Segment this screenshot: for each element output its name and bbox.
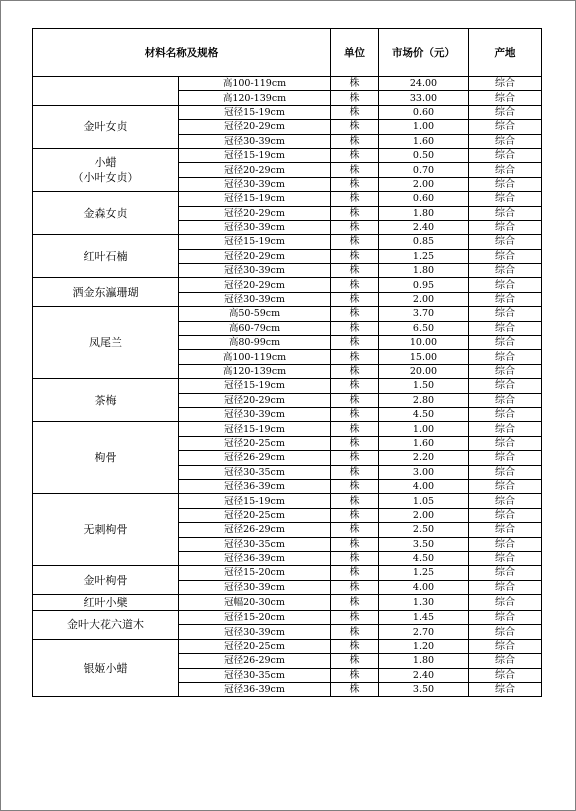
unit-cell: 株: [331, 220, 379, 234]
unit-cell: 株: [331, 523, 379, 537]
price-cell: 3.70: [379, 307, 469, 321]
origin-cell: 综合: [469, 321, 542, 335]
origin-cell: 综合: [469, 625, 542, 639]
price-cell: 0.50: [379, 148, 469, 162]
material-name-cell: 红叶小檗: [33, 595, 179, 611]
origin-cell: 综合: [469, 307, 542, 321]
spec-cell: 冠径15-20cm: [179, 566, 331, 580]
price-cell: 4.00: [379, 580, 469, 594]
spec-cell: 冠径20-29cm: [179, 206, 331, 220]
unit-cell: 株: [331, 494, 379, 508]
price-cell: 1.80: [379, 206, 469, 220]
unit-cell: 株: [331, 192, 379, 206]
unit-cell: 株: [331, 134, 379, 148]
table-header-row: [33, 29, 542, 77]
unit-cell: 株: [331, 407, 379, 421]
material-name-cell: 洒金东瀛珊瑚: [33, 278, 179, 307]
material-name-cell: 凤尾兰: [33, 307, 179, 379]
price-cell: 2.70: [379, 625, 469, 639]
origin-cell: 综合: [469, 566, 542, 580]
unit-cell: 株: [331, 654, 379, 668]
origin-cell: 综合: [469, 611, 542, 625]
origin-cell: 综合: [469, 479, 542, 493]
spec-cell: 冠径15-20cm: [179, 611, 331, 625]
origin-cell: 综合: [469, 134, 542, 148]
spec-cell: 冠径36-39cm: [179, 479, 331, 493]
spec-cell: 冠径30-39cm: [179, 625, 331, 639]
spec-cell: 冠径30-39cm: [179, 220, 331, 234]
origin-cell: 综合: [469, 595, 542, 611]
spec-cell: 冠径30-39cm: [179, 580, 331, 594]
origin-cell: 综合: [469, 537, 542, 551]
spec-cell: 高120-139cm: [179, 91, 331, 105]
origin-cell: 综合: [469, 264, 542, 278]
price-cell: 2.40: [379, 668, 469, 682]
table-row: [33, 105, 542, 119]
material-name-cell: 红叶石楠: [33, 235, 179, 278]
origin-cell: 综合: [469, 105, 542, 119]
unit-cell: 株: [331, 364, 379, 378]
spec-cell: 冠径30-39cm: [179, 177, 331, 191]
origin-cell: 综合: [469, 249, 542, 263]
material-name-cell: 银姬小蜡: [33, 639, 179, 697]
price-cell: 1.25: [379, 566, 469, 580]
origin-cell: 综合: [469, 192, 542, 206]
origin-cell: 综合: [469, 451, 542, 465]
spec-cell: 冠径20-29cm: [179, 249, 331, 263]
spec-cell: 冠径20-29cm: [179, 163, 331, 177]
unit-cell: 株: [331, 307, 379, 321]
spec-cell: 高100-119cm: [179, 350, 331, 364]
price-cell: 2.20: [379, 451, 469, 465]
unit-cell: 株: [331, 551, 379, 565]
unit-cell: 株: [331, 639, 379, 653]
material-name-cell: 金叶大花六道木: [33, 611, 179, 640]
spec-cell: 冠径15-19cm: [179, 192, 331, 206]
price-cell: 1.20: [379, 639, 469, 653]
price-cell: 3.00: [379, 465, 469, 479]
unit-cell: 株: [331, 350, 379, 364]
unit-cell: 株: [331, 465, 379, 479]
price-cell: 24.00: [379, 77, 469, 91]
spec-cell: 冠径36-39cm: [179, 551, 331, 565]
origin-cell: 综合: [469, 523, 542, 537]
price-cell: 1.25: [379, 249, 469, 263]
unit-cell: 株: [331, 436, 379, 450]
price-cell: 15.00: [379, 350, 469, 364]
origin-cell: 综合: [469, 336, 542, 350]
unit-cell: 株: [331, 249, 379, 263]
header-price: 市场价（元）: [379, 29, 469, 77]
unit-cell: 株: [331, 379, 379, 393]
unit-cell: 株: [331, 595, 379, 611]
spec-cell: 高100-119cm: [179, 77, 331, 91]
table-body: [33, 77, 542, 697]
unit-cell: 株: [331, 479, 379, 493]
table-row: [33, 192, 542, 206]
price-cell: 1.60: [379, 436, 469, 450]
spec-cell: 冠径30-35cm: [179, 465, 331, 479]
price-cell: 20.00: [379, 364, 469, 378]
table-row: [33, 639, 542, 653]
price-cell: 1.00: [379, 120, 469, 134]
unit-cell: 株: [331, 422, 379, 436]
unit-cell: 株: [331, 668, 379, 682]
price-cell: 2.80: [379, 393, 469, 407]
price-cell: 0.70: [379, 163, 469, 177]
unit-cell: 株: [331, 278, 379, 292]
origin-cell: 综合: [469, 683, 542, 697]
unit-cell: 株: [331, 537, 379, 551]
spec-cell: 高60-79cm: [179, 321, 331, 335]
spec-cell: 高120-139cm: [179, 364, 331, 378]
spec-cell: 冠幅20-30cm: [179, 595, 331, 611]
spec-cell: 冠径30-39cm: [179, 407, 331, 421]
spec-cell: 冠径20-25cm: [179, 436, 331, 450]
price-cell: 4.00: [379, 479, 469, 493]
header-origin: 产地: [469, 29, 542, 77]
material-name-cell: 金叶枸骨: [33, 566, 179, 595]
table-row: [33, 611, 542, 625]
spec-cell: 冠径26-29cm: [179, 654, 331, 668]
price-cell: 1.80: [379, 264, 469, 278]
price-cell: 1.50: [379, 379, 469, 393]
material-name-cell: 无刺枸骨: [33, 494, 179, 566]
unit-cell: 株: [331, 148, 379, 162]
price-cell: 4.50: [379, 551, 469, 565]
origin-cell: 综合: [469, 436, 542, 450]
table-row: [33, 307, 542, 321]
unit-cell: 株: [331, 264, 379, 278]
spec-cell: 冠径30-39cm: [179, 264, 331, 278]
price-cell: 2.00: [379, 292, 469, 306]
unit-cell: 株: [331, 336, 379, 350]
origin-cell: 综合: [469, 639, 542, 653]
origin-cell: 综合: [469, 77, 542, 91]
material-name-cell: 金森女贞: [33, 192, 179, 235]
price-cell: 0.85: [379, 235, 469, 249]
spec-cell: 冠径15-19cm: [179, 379, 331, 393]
spec-cell: 冠径30-35cm: [179, 537, 331, 551]
spec-cell: 冠径20-25cm: [179, 639, 331, 653]
origin-cell: 综合: [469, 654, 542, 668]
origin-cell: 综合: [469, 407, 542, 421]
unit-cell: 株: [331, 611, 379, 625]
table-row: [33, 148, 542, 162]
material-name-cell: 金叶女贞: [33, 105, 179, 148]
table-row: [33, 422, 542, 436]
price-table: [32, 28, 542, 697]
price-cell: 1.00: [379, 422, 469, 436]
table-row: [33, 278, 542, 292]
unit-cell: 株: [331, 683, 379, 697]
price-cell: 2.50: [379, 523, 469, 537]
spec-cell: 高50-59cm: [179, 307, 331, 321]
unit-cell: 株: [331, 625, 379, 639]
material-name-cell: 枸骨: [33, 422, 179, 494]
unit-cell: 株: [331, 177, 379, 191]
price-cell: 6.50: [379, 321, 469, 335]
spec-cell: 冠径26-29cm: [179, 523, 331, 537]
unit-cell: 株: [331, 566, 379, 580]
table-row: [33, 379, 542, 393]
price-cell: 1.80: [379, 654, 469, 668]
spec-cell: 冠径15-19cm: [179, 105, 331, 119]
price-cell: 4.50: [379, 407, 469, 421]
price-cell: 2.00: [379, 177, 469, 191]
price-cell: 1.05: [379, 494, 469, 508]
origin-cell: 综合: [469, 91, 542, 105]
origin-cell: 综合: [469, 292, 542, 306]
origin-cell: 综合: [469, 422, 542, 436]
origin-cell: 综合: [469, 364, 542, 378]
unit-cell: 株: [331, 77, 379, 91]
origin-cell: 综合: [469, 278, 542, 292]
spec-cell: 冠径36-39cm: [179, 683, 331, 697]
origin-cell: 综合: [469, 235, 542, 249]
unit-cell: 株: [331, 91, 379, 105]
origin-cell: 综合: [469, 220, 542, 234]
unit-cell: 株: [331, 235, 379, 249]
unit-cell: 株: [331, 508, 379, 522]
unit-cell: 株: [331, 163, 379, 177]
origin-cell: 综合: [469, 551, 542, 565]
price-cell: 3.50: [379, 683, 469, 697]
spec-cell: 冠径15-19cm: [179, 422, 331, 436]
origin-cell: 综合: [469, 177, 542, 191]
spec-cell: 冠径15-19cm: [179, 148, 331, 162]
price-cell: 0.60: [379, 192, 469, 206]
spec-cell: 冠径30-35cm: [179, 668, 331, 682]
price-cell: 0.60: [379, 105, 469, 119]
spec-cell: 冠径20-25cm: [179, 508, 331, 522]
material-name-cell: [33, 77, 179, 106]
unit-cell: 株: [331, 393, 379, 407]
table-row: [33, 494, 542, 508]
price-cell: 10.00: [379, 336, 469, 350]
price-cell: 1.30: [379, 595, 469, 611]
spec-cell: 冠径20-29cm: [179, 393, 331, 407]
origin-cell: 综合: [469, 494, 542, 508]
origin-cell: 综合: [469, 393, 542, 407]
unit-cell: 株: [331, 105, 379, 119]
header-name-spec: 材料名称及规格: [33, 29, 331, 77]
price-cell: 0.95: [379, 278, 469, 292]
origin-cell: 综合: [469, 580, 542, 594]
unit-cell: 株: [331, 206, 379, 220]
spec-cell: 冠径15-19cm: [179, 494, 331, 508]
spec-cell: 冠径26-29cm: [179, 451, 331, 465]
table-row: [33, 235, 542, 249]
price-cell: 1.60: [379, 134, 469, 148]
table-row: [33, 77, 542, 91]
origin-cell: 综合: [469, 163, 542, 177]
origin-cell: 综合: [469, 148, 542, 162]
origin-cell: 综合: [469, 350, 542, 364]
origin-cell: 综合: [469, 508, 542, 522]
price-cell: 3.50: [379, 537, 469, 551]
price-cell: 33.00: [379, 91, 469, 105]
price-cell: 1.45: [379, 611, 469, 625]
spec-cell: 冠径15-19cm: [179, 235, 331, 249]
origin-cell: 综合: [469, 120, 542, 134]
table-row: [33, 595, 542, 611]
spec-cell: 冠径20-29cm: [179, 278, 331, 292]
material-name-cell: 茶梅: [33, 379, 179, 422]
origin-cell: 综合: [469, 379, 542, 393]
origin-cell: 综合: [469, 465, 542, 479]
price-cell: 2.40: [379, 220, 469, 234]
material-name-cell: 小蜡 （小叶女贞）: [33, 148, 179, 191]
spec-cell: 高80-99cm: [179, 336, 331, 350]
spec-cell: 冠径30-39cm: [179, 134, 331, 148]
unit-cell: 株: [331, 120, 379, 134]
price-cell: 2.00: [379, 508, 469, 522]
unit-cell: 株: [331, 451, 379, 465]
header-unit: 单位: [331, 29, 379, 77]
table-row: [33, 566, 542, 580]
spec-cell: 冠径20-29cm: [179, 120, 331, 134]
spec-cell: 冠径30-39cm: [179, 292, 331, 306]
unit-cell: 株: [331, 580, 379, 594]
origin-cell: 综合: [469, 206, 542, 220]
unit-cell: 株: [331, 292, 379, 306]
unit-cell: 株: [331, 321, 379, 335]
origin-cell: 综合: [469, 668, 542, 682]
